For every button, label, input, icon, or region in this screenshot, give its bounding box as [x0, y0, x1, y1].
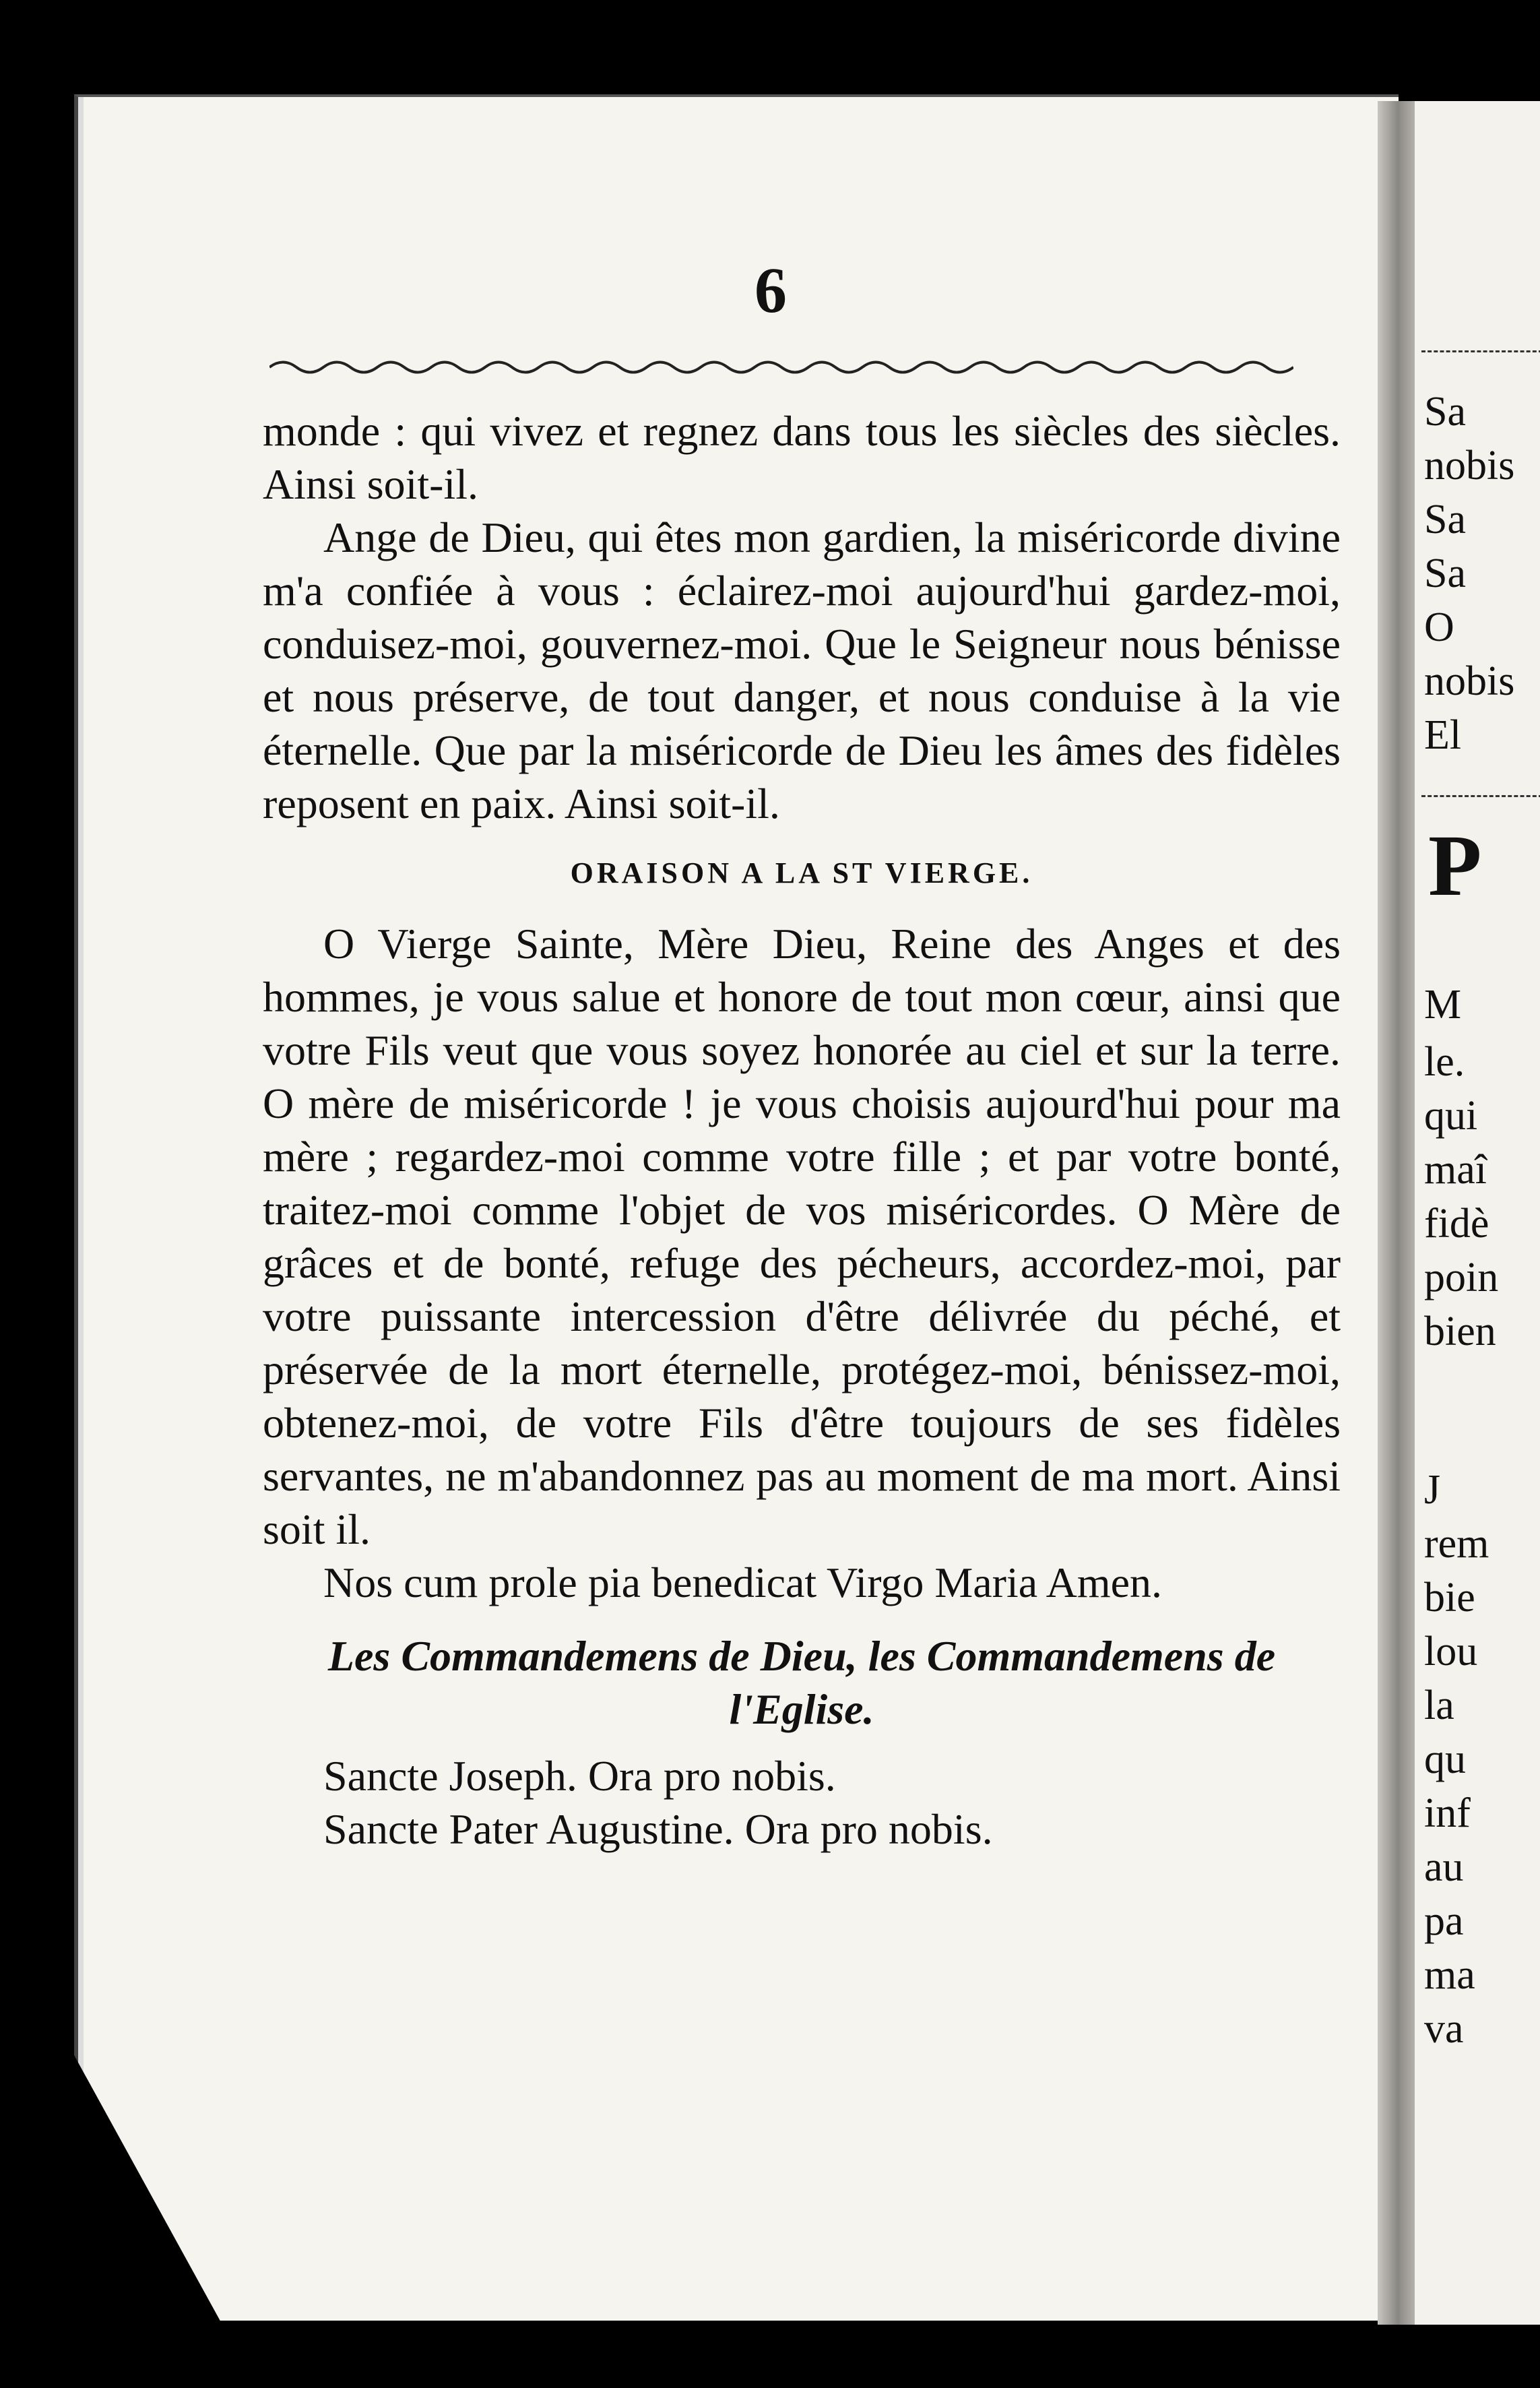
facing-page — [1415, 101, 1540, 2325]
facing-line: O — [1424, 604, 1454, 650]
facing-line: bie — [1424, 1575, 1475, 1621]
facing-line: El — [1424, 712, 1462, 758]
header-wavy-rule — [269, 357, 1293, 377]
facing-line: nobis — [1424, 443, 1515, 489]
facing-line: nobis — [1424, 658, 1515, 704]
facing-line: la — [1424, 1683, 1454, 1728]
facing-line: lou — [1424, 1629, 1478, 1674]
angel-prayer: Ange de Dieu, qui êtes mon gardien, la miséricorde divine m'a confiée à vous : éclairez-moi aujourd'hui gardez-moi, conduisez-moi, gouvernez-moi. Que le Seigneur nous bénisse et nous préserve, de tout danger, et nous conduise à la vie éternelle. Que par la miséricorde de Dieu les âmes des fidèles reposent en paix. Ainsi soit-il. — [263, 513, 1341, 827]
facing-line: va — [1424, 2006, 1464, 2052]
facing-big-letter: P — [1428, 817, 1482, 914]
facing-line: fidè — [1424, 1201, 1489, 1247]
facing-line: J — [1424, 1467, 1441, 1513]
facing-line: maî — [1424, 1147, 1487, 1193]
facing-line: au — [1424, 1844, 1464, 1890]
invocation-augustine: Sancte Pater Augustine. Ora pro nobis. — [323, 1805, 993, 1853]
facing-line: bien — [1424, 1309, 1496, 1354]
facing-line: M — [1424, 982, 1462, 1028]
page-number: 6 — [755, 254, 787, 326]
facing-line: Sa — [1424, 389, 1466, 435]
facing-page-rule — [1421, 350, 1540, 352]
facing-line: rem — [1424, 1521, 1489, 1567]
facing-line: qui — [1424, 1093, 1478, 1139]
opening-lines: monde : qui vivez et regnez dans tous les siècles des siècles. Ainsi soit-il. — [263, 407, 1341, 508]
latin-blessing: Nos cum prole pia benedicat Virgo Maria Amen. — [323, 1559, 1163, 1606]
main-text — [263, 404, 1341, 1856]
facing-line: pa — [1424, 1898, 1464, 1944]
invocation-joseph: Sancte Joseph. Ora pro nobis. — [323, 1752, 836, 1800]
book-gutter — [1378, 101, 1418, 2325]
facing-page-rule — [1421, 795, 1540, 797]
facing-line: inf — [1424, 1790, 1471, 1836]
facing-line: poin — [1424, 1255, 1499, 1300]
virgin-prayer: O Vierge Sainte, Mère Dieu, Reine des Anges et des hommes, je vous salue et honore de tout mon cœur, ainsi que votre Fils veut que vous soyez honorée au ciel et sur la terre. O mère de miséricorde ! je vous choisis aujourd'hui pour ma mère ; regardez-moi comme votre fille ; et par votre bonté, traitez-moi comme l'objet de vos miséricordes. O Mère de grâces et de bonté, refuge des pécheurs, accordez-moi, par votre puissante intercession d'être délivrée du péché, et préservée de la mort éternelle, protégez-moi, bénissez-moi, obtenez-moi, de votre Fils d'être toujours de ses fidèles servantes, ne m'abandonnez pas au moment de ma mort. Ainsi soit il. — [263, 920, 1341, 1553]
facing-line: Sa — [1424, 497, 1466, 542]
commandments-heading: Les Commandemens de Dieu, les Commandemens de l'Eglise. — [327, 1632, 1276, 1733]
facing-line: Sa — [1424, 551, 1466, 596]
facing-line: le. — [1424, 1039, 1465, 1085]
facing-line: qu — [1424, 1736, 1466, 1782]
facing-line: ma — [1424, 1952, 1475, 1998]
section-heading: ORAISON A LA ST VIERGE. — [570, 856, 1033, 889]
